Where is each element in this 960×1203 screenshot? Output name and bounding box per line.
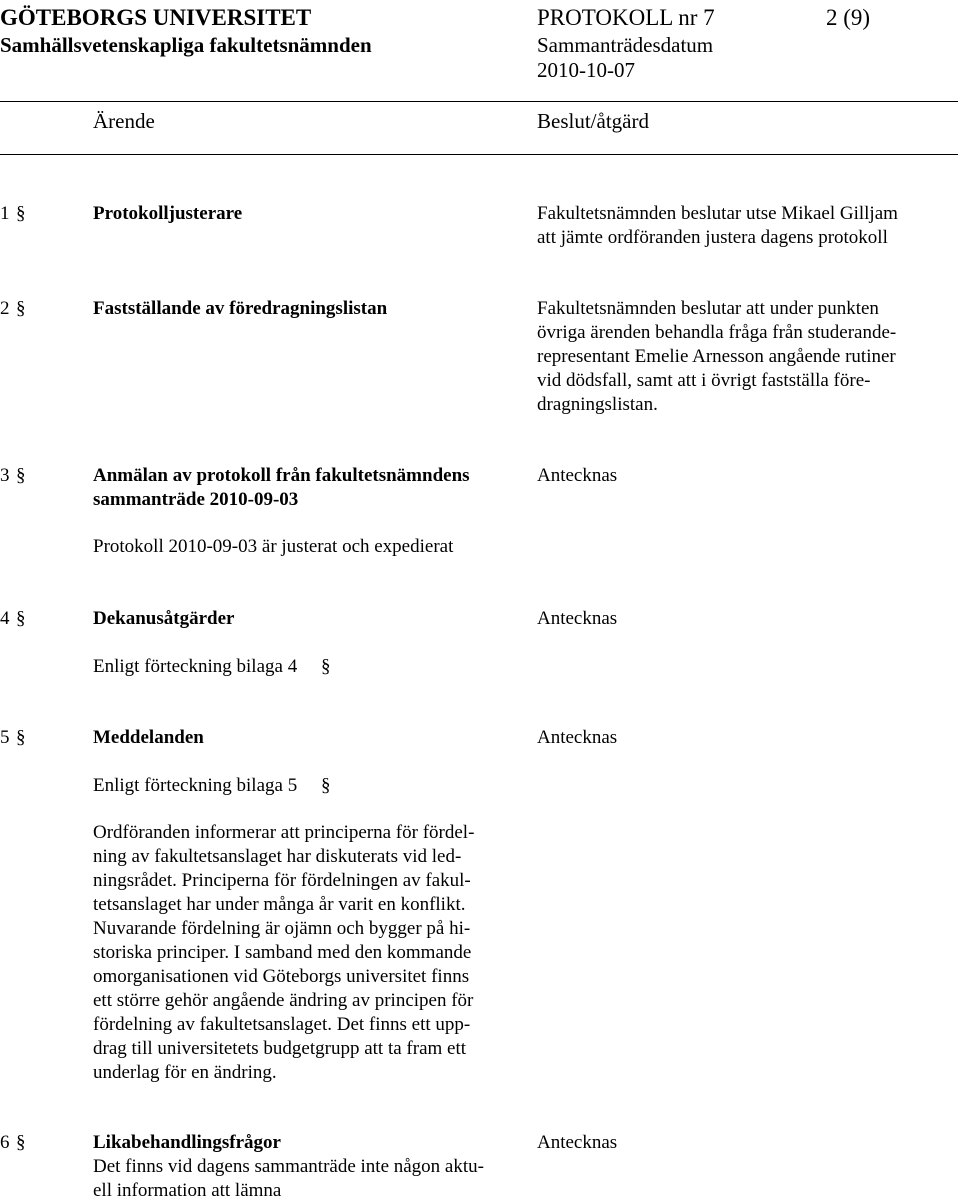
faculty-name: Samhällsvetenskapliga fakultetsnämnden <box>0 33 372 57</box>
item-title: Meddelanden <box>93 727 204 748</box>
decision-line: Fakultetsnämnden beslutar utse Mikael Gilljam <box>537 203 898 224</box>
paragraph-line: drag till universitetets budgetgrupp att ta fram ett <box>93 1038 467 1059</box>
item-decision: Antecknas <box>537 608 618 629</box>
item-decision: Antecknas <box>537 1132 618 1153</box>
item-number: 4 <box>0 608 10 629</box>
body-line: Det finns vid dagens sammanträde inte någon aktu- <box>93 1156 484 1177</box>
paragraph-line: Nuvarande fördelning är ojämn och bygger på hi- <box>93 918 471 939</box>
paragraph-line: underlag för en ändring. <box>93 1062 277 1083</box>
item-paragraph <box>93 821 474 1085</box>
item-number: 6 <box>0 1132 10 1153</box>
section-sign: § <box>16 1132 26 1153</box>
section-sign: § <box>16 203 26 224</box>
page-number: 2 (9) <box>826 5 871 30</box>
paragraph-line: storiska principer. I samband med den kommande <box>93 942 472 963</box>
section-sign: § <box>16 465 26 486</box>
paragraph-line: Ordföranden informerar att principerna för fördel- <box>93 822 475 843</box>
item-decision: Antecknas <box>537 727 618 748</box>
decision-line: övriga ärenden behandla fråga från studerande- <box>537 322 897 343</box>
item-number: 2 <box>0 298 10 319</box>
university-name: GÖTEBORGS UNIVERSITET <box>0 5 312 30</box>
paragraph-line: fördelning av fakultetsanslaget. Det finns ett upp- <box>93 1014 471 1035</box>
item-body <box>93 1155 484 1203</box>
paragraph-line: tetsanslaget har under många år varit en konflikt. <box>93 894 466 915</box>
section-sign: § <box>16 608 26 629</box>
item-title: Fastställande av föredragningslistan <box>93 298 388 319</box>
paragraph-line: ningsrådet. Principerna för fördelningen av fakul- <box>93 870 471 891</box>
section-sign: § <box>16 727 26 748</box>
decision-line: dragningslistan. <box>537 394 658 415</box>
item-decision <box>537 297 896 417</box>
meeting-date-label: Sammanträdesdatum <box>537 33 714 57</box>
item-number: 3 <box>0 465 10 486</box>
paragraph-line: ning av fakultetsanslaget har diskuterats vid led- <box>93 846 462 867</box>
item-note: Protokoll 2010-09-03 är justerat och expedierat <box>93 536 454 557</box>
section-sign: § <box>16 298 26 319</box>
body-line: ell information att lämna <box>93 1180 282 1201</box>
item-title-line: Anmälan av protokoll från fakultetsnämndens <box>93 465 470 486</box>
item-title-line: sammanträde 2010-09-03 <box>93 489 299 510</box>
item-decision: Antecknas <box>537 465 618 486</box>
paragraph-line: omorganisationen vid Göteborgs universitet finns <box>93 966 470 987</box>
decision-line: representant Emelie Arnesson angående rutiner <box>537 346 896 367</box>
item-number: 5 <box>0 727 10 748</box>
paragraph-line: ett större gehör angående ändring av principen för <box>93 990 474 1011</box>
item-number: 1 <box>0 203 10 224</box>
column-heading-decision: Beslut/åtgärd <box>537 109 649 133</box>
item-note: Enligt förteckning bilaga 4 <box>93 656 298 677</box>
protocol-number: PROTOKOLL nr 7 <box>537 5 715 30</box>
header-rule-top <box>0 101 958 102</box>
decision-line: Fakultetsnämnden beslutar att under punkten <box>537 298 879 319</box>
meeting-date: 2010-10-07 <box>537 58 635 82</box>
section-sign: § <box>321 656 331 677</box>
item-title: Dekanusåtgärder <box>93 608 235 629</box>
column-heading-matter: Ärende <box>93 109 155 133</box>
header-rule-bottom <box>0 154 958 155</box>
decision-line: vid dödsfall, samt att i övrigt fastställa före- <box>537 370 871 391</box>
item-note: Enligt förteckning bilaga 5 <box>93 775 298 796</box>
item-title: Likabehandlingsfrågor <box>93 1132 281 1153</box>
section-sign: § <box>321 775 331 796</box>
item-title <box>93 464 470 512</box>
item-title: Protokolljusterare <box>93 203 243 224</box>
decision-line: att jämte ordföranden justera dagens protokoll <box>537 227 888 248</box>
item-decision <box>537 202 898 250</box>
